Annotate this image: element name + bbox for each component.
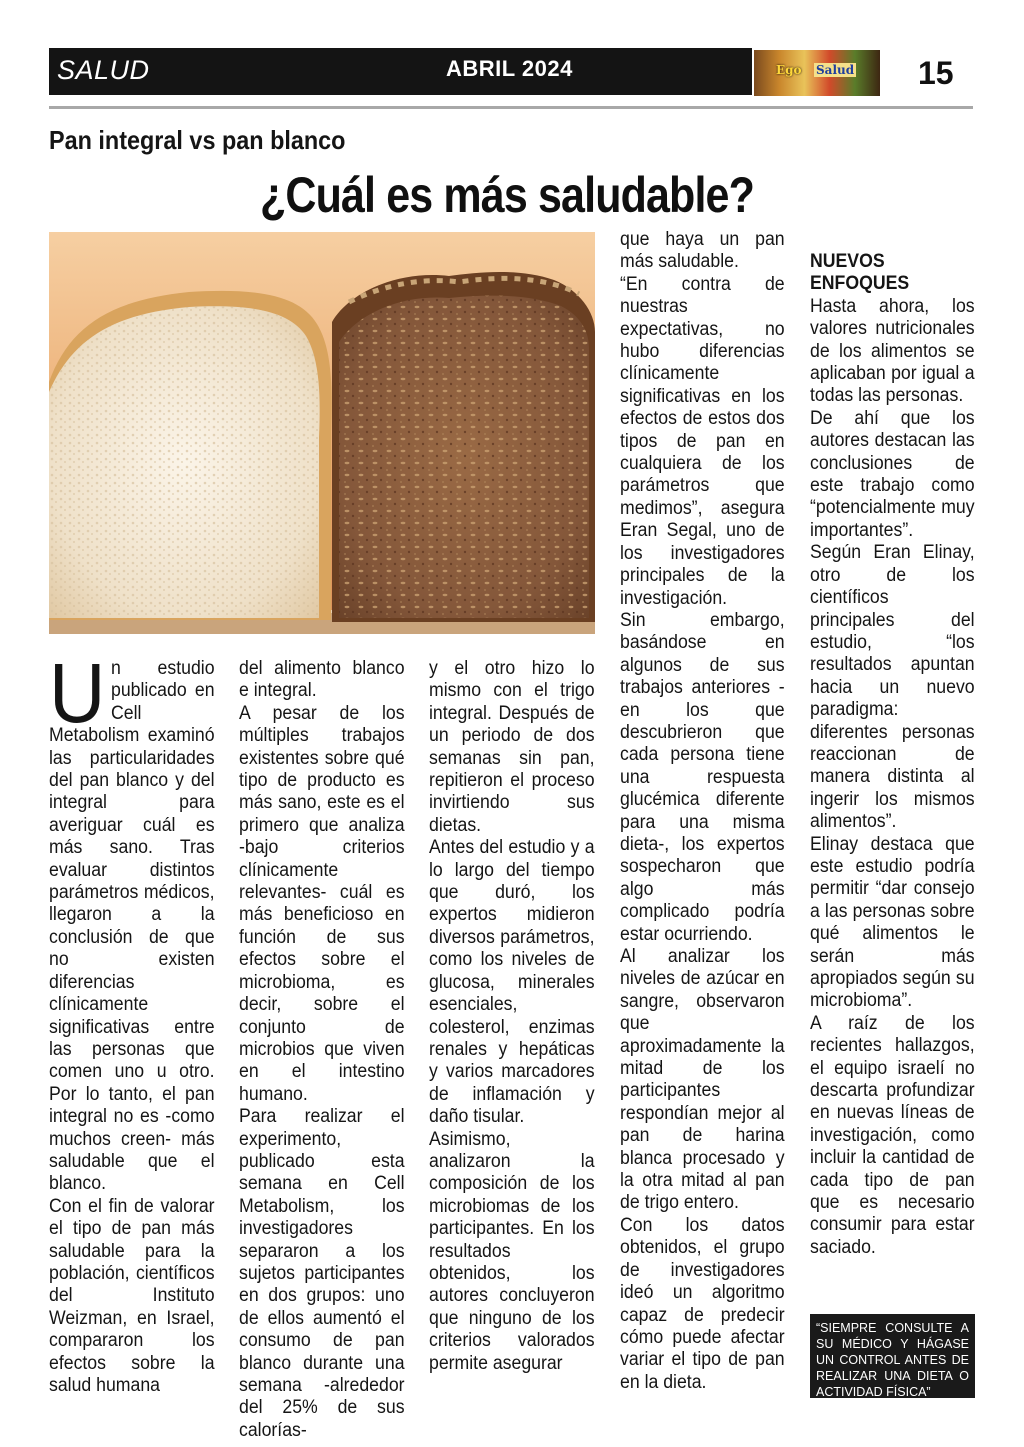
logo-text-ego: Ego	[776, 63, 802, 77]
section-subhead: NUEVOS ENFOQUES	[810, 251, 910, 295]
article-paragraph: Antes del estudio y a lo largo del tiempo que duró, los expertos midieron diversos parámetros, como los niveles de glucosa, minerales esenciales, colesterol, enzimas renales y hepáticas y varios marcadores de inflamación y daño tisular.	[429, 837, 595, 1128]
article-paragraph: A pesar de los múltiples trabajos existentes sobre qué tipo de producto es más sano, este es el primero que analiza -bajo criterios clínicamente relevantes- cuál es más beneficioso en función de sus efectos sobre el microbioma, es decir, sobre el conjunto de microbios que viven en el intestino humano.	[239, 702, 405, 1105]
article-column-1	[49, 646, 215, 1397]
publication-logo	[754, 50, 880, 96]
article-paragraph: Asimismo, analizaron la composición de los microbiomas de los participantes. En los resultados obtenidos, los autores concluyeron que ninguno de los criterios valorados permite asegurar	[429, 1128, 595, 1374]
header-divider	[49, 106, 973, 109]
health-notice-box: “SIEMPRE CONSULTE A SU MÉDICO Y HÁGASE UN CONTROL ANTES DE REALIZAR UNA DIETA O ACTIVIDAD FÍSICA”	[810, 1314, 975, 1398]
article-paragraph: “En contra de nuestras expectativas, no hubo diferencias clínicamente significativas en los efectos de estos dos tipos de pan en cualquiera de los parámetros que medimos”, asegura Eran Segal, uno de los investigadores principales de la investigación.	[620, 273, 785, 609]
article-paragraph: Con el fin de valorar el tipo de pan más saludable para la población, científicos del Instituto Weizman, en Israel, compararon los efectos sobre la salud humana	[49, 1195, 215, 1396]
article-paragraph: De ahí que los autores destacan las conclusiones de este trabajo como “potencialmente muy importantes”.	[810, 407, 975, 541]
article-paragraph: Sin embargo, basándose en algunos de sus trabajos anteriores -en los que descubrieron que cada persona tiene una respuesta glucémica diferente para una misma dieta-, los expertos sospecharon que algo más complicado podría estar ocurriendo.	[620, 609, 785, 945]
article-paragraph: Para realizar el experimento, publicado esta semana en Cell Metabolism, los investigadores separaron a los sujetos participantes en dos grupos: uno de ellos aumentó el consumo de pan blanco durante una semana -alrededor del 25% de sus calorías-	[239, 1106, 405, 1441]
article-kicker: Pan integral vs pan blanco	[49, 125, 346, 155]
article-paragraph: Al analizar los niveles de azúcar en sangre, observaron que aproximadamente la mitad de los participantes respondían mejor al pan de harina blanca procesado y la otra mitad al pan de trigo entero.	[620, 946, 785, 1214]
bread-illustration	[49, 232, 595, 634]
bread-photo	[49, 232, 595, 634]
article-paragraph: que haya un pan más saludable.	[620, 229, 785, 273]
article-column-4	[620, 229, 785, 1394]
article-paragraph: Con los datos obtenidos, el grupo de investigadores ideó un algoritmo capaz de predecir cómo puede afectar variar el tipo de pan en la dieta.	[620, 1214, 785, 1393]
section-label: SALUD	[57, 55, 150, 85]
page-number: 15	[918, 55, 954, 91]
article-paragraph: del alimento blanco e integral.	[239, 658, 405, 702]
header-bar	[49, 48, 752, 95]
article-paragraph: A raíz de los recientes hallazgos, el equipo israelí no descarta profundizar en nuevas líneas de investigación, como incluir la cantidad de cada tipo de pan que es necesario consumir para estar saciado.	[810, 1012, 975, 1258]
article-column-3	[429, 658, 595, 1375]
article-paragraph: Elinay destaca que este estudio podría permitir “dar consejo a las personas sobre qué alimentos le serán más apropiados según su microbioma”.	[810, 833, 975, 1012]
article-column-2	[239, 658, 405, 1442]
article-title: ¿Cuál es más saludable?	[260, 167, 755, 223]
article-paragraph: Según Eran Elinay, otro de los científicos principales del estudio, “los resultados apuntan hacia un nuevo paradigma: diferentes personas reaccionan de manera distinta al ingerir los mismos alimentos”.	[810, 542, 975, 833]
article-paragraph: Hasta ahora, los valores nutricionales de los alimentos se aplicaban por igual a todas las personas.	[810, 295, 975, 407]
article-column-5	[810, 251, 975, 1259]
issue-date: ABRIL 2024	[446, 56, 573, 81]
article-paragraph: n estudio publicado en Cell Metabolism examinó las particularidades del pan blanco y del integral para averiguar cuál es más sano. Tras evaluar distintos parámetros médicos, llegaron a la conclusión de que no existen diferencias clínicamente significativas entre las personas que comen uno u otro. Por lo tanto, el pan integral no es -como muchos creen- más saludable que el blanco.	[49, 658, 215, 1195]
drop-cap: U	[49, 646, 106, 740]
logo-text-salud: Salud	[816, 63, 855, 77]
article-paragraph: y el otro hizo lo mismo con el trigo integral. Después de un periodo de dos semanas sin pan, repitieron el proceso invirtiendo sus dietas.	[429, 658, 595, 836]
